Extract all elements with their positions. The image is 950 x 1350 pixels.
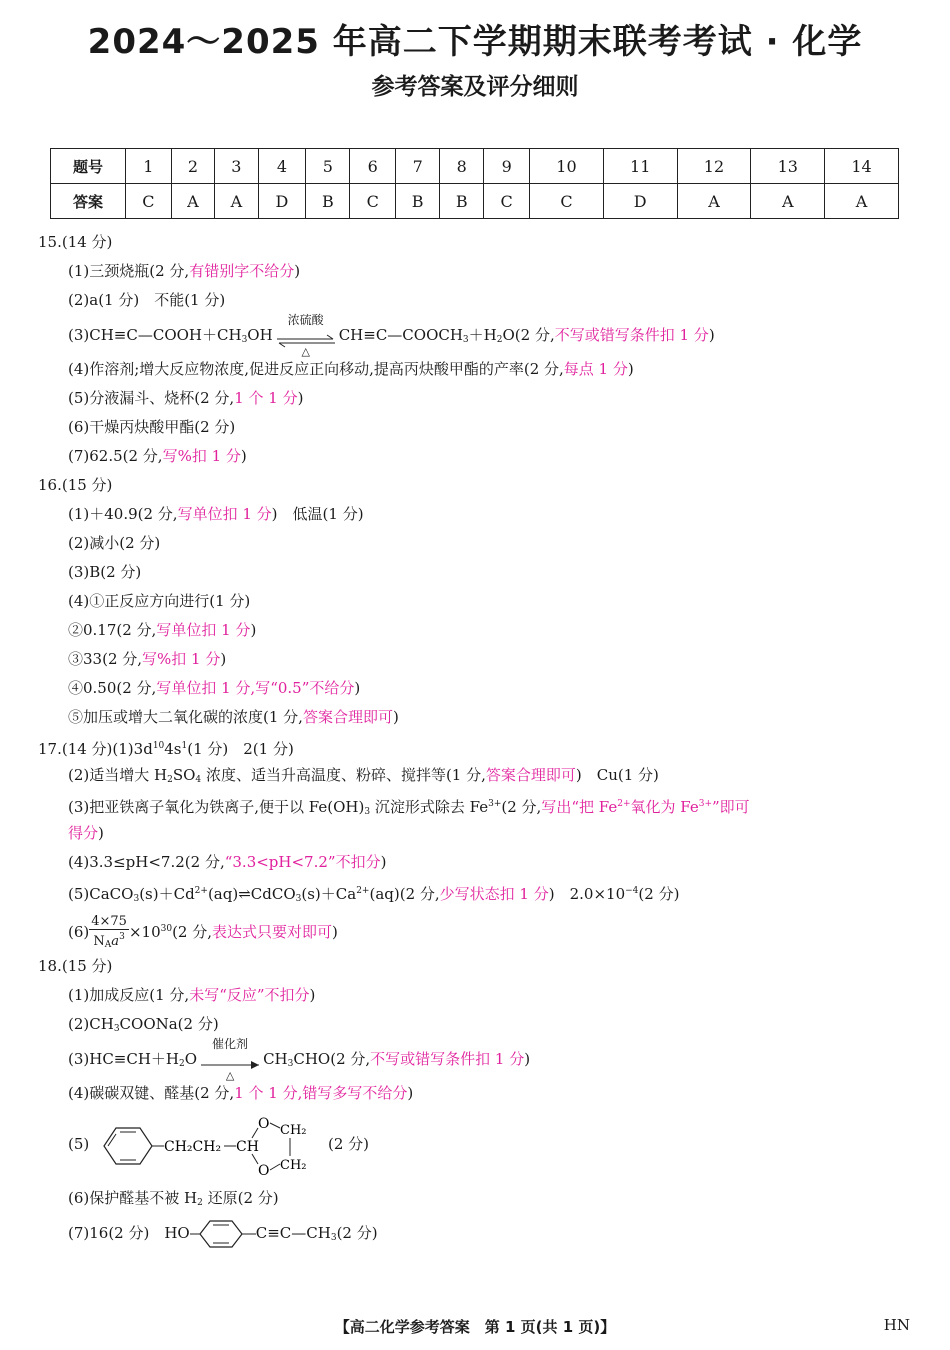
page-subtitle: 参考答案及评分细则 — [371, 74, 579, 100]
q17-part3: (3)把亚铁离子氧化为铁离子,便于以 $Fe(OH)_3$ 沉淀形式除去 $Fe^{3+}(2$ 分,写出“把 $Fe^{2+}$氧化为 $Fe^{3+}$”即可 — [68, 798, 750, 817]
scoring-note: 写单位扣 1 分 — [156, 621, 251, 639]
scoring-note: 表达式只要对即可 — [212, 923, 333, 941]
q15-part3: $(3)CH\equiv C—COOH+CH_3OH$ 浓硫酸 △ $CH\equiv C—COOCH_3+H_2O(2$ 分,不写或错写条件扣 1 分) — [68, 313, 715, 358]
table-cell: 8 — [440, 149, 484, 184]
q15-part5: (5)分液漏斗、烧杯(2 分,1 个 1 分) — [68, 389, 304, 407]
table-cell: 4 — [258, 149, 306, 184]
q18-part3: $(3)HC\equiv CH+H_2O$ 催化剂 △ $CH_3CHO(2$ 分,不写或错写条件扣 1 分) — [68, 1037, 531, 1082]
q16-part4-5: ⑤加压或增大二氧化碳的浓度(1 分,答案合理即可) — [68, 708, 399, 726]
table-cell: C — [484, 184, 530, 219]
q18-part4: (4)碳碳双键、醛基(2 分,1 个 1 分,错写多写不给分) — [68, 1084, 414, 1102]
benzene-ring-icon — [190, 1219, 256, 1249]
page-title: 2024～2025 年高二下学期期末联考考试 · 化学 — [87, 22, 863, 62]
q17-part3-cont: 得分) — [68, 824, 104, 842]
svg-text:CH₂: CH₂ — [280, 1158, 307, 1173]
reaction-condition-arrow: 催化剂 △ — [199, 1050, 261, 1070]
formula-fraction: $\frac{4\times 75}{N_Aa^3}$ — [91, 913, 127, 950]
table-cell: 1 — [126, 149, 172, 184]
q15-part7: (7)62.5(2 分,写%扣 1 分) — [68, 447, 247, 465]
q16-heading: 16.(15 分) — [38, 476, 113, 494]
svg-text:O: O — [258, 1163, 270, 1179]
table-cell: B — [440, 184, 484, 219]
svg-text:O: O — [258, 1116, 270, 1132]
table-cell: A — [751, 184, 825, 219]
footer-code: HN — [883, 1316, 910, 1334]
page-footer: 【高二化学参考答案 第 1 页(共 1 页)】 — [334, 1318, 616, 1336]
table-cell: C — [530, 184, 604, 219]
svg-text:CH₂CH₂: CH₂CH₂ — [164, 1139, 222, 1155]
q15-part1: (1)三颈烧瓶(2 分,有错别字不给分) — [68, 262, 301, 280]
table-cell: 3 — [215, 149, 258, 184]
table-cell: 12 — [677, 149, 751, 184]
q16-part4-3: ③33(2 分,写%扣 1 分) — [68, 650, 227, 668]
table-cell: 6 — [350, 149, 396, 184]
q18-heading: 18.(15 分) — [38, 957, 113, 975]
table-cell: A — [171, 184, 214, 219]
table-cell: A — [215, 184, 258, 219]
scoring-note: 不写或错写条件扣 1 分 — [370, 1050, 525, 1068]
scoring-note: 1 个 1 分,错写多写不给分 — [234, 1084, 408, 1102]
table-cell: 9 — [484, 149, 530, 184]
row-label-number: 题号 — [51, 149, 126, 184]
table-cell: 2 — [171, 149, 214, 184]
q16-part4-2: ②0.17(2 分,写单位扣 1 分) — [68, 621, 257, 639]
table-cell: C — [350, 184, 396, 219]
scoring-note: 少写状态扣 1 分 — [439, 885, 549, 903]
row-label-answer: 答案 — [51, 184, 126, 219]
table-row-numbers — [51, 149, 899, 184]
svg-text:CH₂: CH₂ — [280, 1123, 307, 1138]
scoring-note: 得分 — [68, 824, 99, 842]
scoring-note: “3.3<pH<7.2”不扣分 — [224, 853, 381, 871]
q16-part3: (3)B(2 分) — [68, 563, 142, 581]
q16-part1: (1)＋40.9(2 分,写单位扣 1 分) 低温(1 分) — [68, 505, 364, 523]
reaction-condition-arrow: 浓硫酸 △ — [275, 326, 337, 346]
table-cell: 11 — [603, 149, 677, 184]
q16-part2: (2)减小(2 分) — [68, 534, 161, 552]
q17-part6: (6) $\frac{4\times 75}{N_Aa^3}$ $\times 10^{30}(2$ 分,表达式只要对即可) — [38, 906, 928, 952]
table-cell: A — [677, 184, 751, 219]
q15-part4: (4)作溶剂;增大反应物浓度,促进反应正向移动,提高丙炔酸甲酯的产率(2 分,每点 1 分) — [68, 360, 634, 378]
q18-part5: (5) CH₂CH₂ CH O O CH₂ CH₂ (2 分) — [38, 1108, 928, 1184]
scoring-note: 写%扣 1 分 — [142, 650, 221, 668]
table-cell: C — [126, 184, 172, 219]
table-cell: D — [603, 184, 677, 219]
q17-part5: $(5)CaCO_3(s)+Cd^{2+}(aq)\rightleftharpoons CdCO_3(s)+Ca^{2+}(aq)(2$ 分,少写状态扣 1 分) $2.0\times 10^{-4}(2$ 分) — [68, 885, 680, 904]
answer-content — [38, 228, 928, 1253]
table-cell: 7 — [396, 149, 440, 184]
q17-heading: 17.(14 分)$(1)3d^{10}4s^1(1$ 分) 2(1 分) — [38, 740, 294, 758]
q18-part1: (1)加成反应(1 分,未写“反应”不扣分) — [68, 986, 316, 1004]
table-cell: 5 — [306, 149, 350, 184]
table-cell: 10 — [530, 149, 604, 184]
svg-text:CH: CH — [236, 1139, 259, 1155]
table-cell: 13 — [751, 149, 825, 184]
table-row-answers — [51, 184, 899, 219]
q18-part6: (6)保护醛基不被 $H_2$ 还原(2 分) — [68, 1189, 279, 1208]
scoring-note: 1 个 1 分 — [234, 389, 298, 407]
q18-part2: $(2)CH_3COONa(2$ 分) — [68, 1015, 219, 1034]
q16-part4: (4)①正反应方向进行(1 分) — [68, 592, 251, 610]
q15-part2: (2)a(1 分) 不能(1 分) — [68, 291, 226, 309]
q15-part6: (6)干燥丙炔酸甲酯(2 分) — [68, 418, 236, 436]
scoring-note: 答案合理即可 — [485, 766, 576, 784]
q18-part7: (7)16(2 分) HO $C\equiv C—CH_3(2$ 分) — [38, 1213, 928, 1253]
scoring-note: 每点 1 分 — [563, 360, 628, 378]
table-cell: A — [825, 184, 899, 219]
structure-formula-dioxolane — [94, 1112, 344, 1182]
q15-heading: 15.(14 分) — [38, 233, 113, 251]
scoring-note: 写%扣 1 分 — [162, 447, 241, 465]
table-cell: 14 — [825, 149, 899, 184]
scoring-note: 未写“反应”不扣分 — [189, 986, 310, 1004]
table-cell: D — [258, 184, 306, 219]
scoring-note: 有错别字不给分 — [189, 262, 295, 280]
q17-part4: (4)3.3≤pH<7.2(2 分,“3.3<pH<7.2”不扣分) — [68, 853, 387, 871]
table-cell: B — [396, 184, 440, 219]
scoring-note: 写单位扣 1 分,写“0.5”不给分 — [156, 679, 355, 697]
scoring-note: 写出“把 $Fe^{2+}$氧化为 $Fe^{3+}$”即可 — [541, 798, 750, 816]
q17-part2: (2)适当增大 $H_2SO_4$ 浓度、适当升高温度、粉碎、搅拌等(1 分,答案合理即可) Cu(1 分) — [68, 766, 659, 785]
answer-table — [50, 148, 899, 219]
scoring-note: 写单位扣 1 分 — [177, 505, 272, 523]
scoring-note: 答案合理即可 — [302, 708, 393, 726]
scoring-note: 不写或错写条件扣 1 分 — [554, 326, 709, 344]
q16-part4-4: ④0.50(2 分,写单位扣 1 分,写“0.5”不给分) — [68, 679, 361, 697]
table-cell: B — [306, 184, 350, 219]
